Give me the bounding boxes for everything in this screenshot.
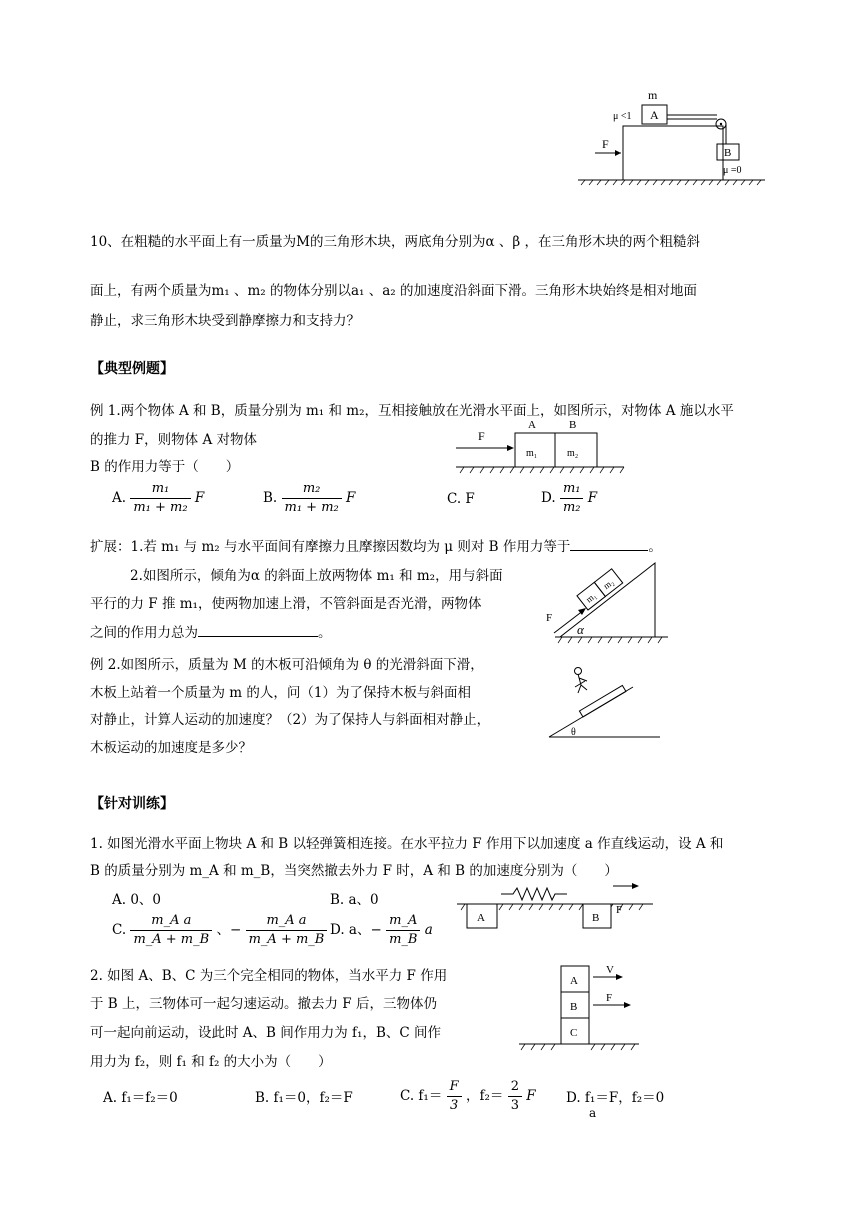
svg-text:A: A <box>570 975 578 987</box>
svg-text:μ =0: μ =0 <box>723 165 742 176</box>
svg-text:B: B <box>569 419 577 431</box>
svg-text:A: A <box>528 419 536 431</box>
p2-line1: 2. 如图 A、B、C 为三个完全相同的物体，当水平力 F 作用 <box>90 968 448 984</box>
p1-option-b: B. a、0 <box>330 892 379 908</box>
svg-text:F: F <box>546 612 553 624</box>
fig-spring-blocks <box>453 876 663 932</box>
svg-text:V: V <box>606 964 614 976</box>
ex2-line2: 木板上站着一个质量为 m 的人，问（1）为了保持木板与斜面相 <box>90 685 471 701</box>
svg-text:m₁: m₁ <box>526 448 538 459</box>
p2-line4: 用力为 f₂，则 f₁ 和 f₂ 的大小为（ ） <box>90 1054 332 1070</box>
svg-text:μ <1: μ <1 <box>613 111 632 122</box>
svg-text:A: A <box>650 108 659 122</box>
svg-text:B: B <box>592 912 600 924</box>
q10-line1: 10、在粗糙的水平面上有一质量为M的三角形木块，两底角分别为α 、β ，在三角形木块的两个粗糙斜 <box>90 234 701 250</box>
svg-text:B: B <box>724 147 732 159</box>
ext-line3: 平行的力 F 推 m₁，使两物加速上滑，不管斜面是否光滑，两物体 <box>90 596 482 612</box>
svg-text:F: F <box>478 429 485 443</box>
svg-text:A: A <box>477 912 485 924</box>
p2-line3: 可一起向前运动，设此时 A、B 间作用力为 f₁，B、C 间作 <box>90 1025 441 1041</box>
fig-pulley <box>575 85 775 190</box>
ex2-line4: 木板运动的加速度是多少？ <box>90 740 252 756</box>
ext-line2: 2.如图所示，倾角为α 的斜面上放两物体 m₁ 和 m₂，用与斜面 <box>130 568 503 584</box>
p1-option-a: A. 0、0 <box>112 892 162 908</box>
fig-incline-two-blocks <box>540 555 670 647</box>
svg-text:C: C <box>570 1027 578 1039</box>
p1-option-c: C. $\frac{\text{m\_A a}}{m\_A + m\_B}$ 、− $\frac{\text{m\_A a}}{m\_A + m\_B}$ <box>112 912 327 949</box>
ex1-option-a: A. $\frac{\text{m₁}}{\text{m₁ + m₂}}$ F <box>112 481 205 515</box>
section-targeted-training: 【针对训练】 <box>90 796 174 812</box>
fig-two-blocks <box>452 416 632 476</box>
p2-option-a: A. f₁＝f₂＝0 <box>103 1090 178 1106</box>
p2-option-d: D. f₁＝F，f₂＝0 <box>566 1090 665 1106</box>
svg-text:α: α <box>577 622 584 637</box>
fig-person-on-board <box>545 657 665 743</box>
ex1-line1: 例 1.两个物体 A 和 B，质量分别为 m₁ 和 m₂，互相接触放在光滑水平面上，如图所示，对物体 A 施以水平 <box>90 403 734 419</box>
ex1-option-c: C. F <box>447 491 475 507</box>
svg-text:θ: θ <box>571 727 576 738</box>
p2-option-b: B. f₁＝0，f₂＝F <box>255 1090 353 1106</box>
ext-line1: 扩展：1.若 m₁ 与 m₂ 与水平面间有摩擦力且摩擦因数均为 μ 则对 B 作用力等于 。 <box>90 536 662 557</box>
p1-line2: B 的质量分别为 m_A 和 m_B，当突然撤去外力 F 时，A 和 B 的加速度分别为（ ） <box>90 863 618 879</box>
ex1-option-d: D. $\frac{\text{m₁}}{\text{m₂}}$ F <box>541 481 598 515</box>
svg-text:F: F <box>602 137 609 151</box>
svg-text:m₁: m₁ <box>583 590 599 605</box>
p1-line1: 1. 如图光滑水平面上物块 A 和 B 以轻弹簧相连接。在水平拉力 F 作用下以加速度 a 作直线运动，设 A 和 <box>90 836 724 852</box>
p2-line2: 于 B 上，三物体可一起匀速运动。撤去力 F 后，三物体仍 <box>90 996 437 1012</box>
svg-text:F: F <box>606 992 613 1004</box>
section-typical-examples: 【典型例题】 <box>90 361 174 377</box>
ex2-line3: 对静止，计算人运动的加速度？（2）为了保持人与斜面相对静止， <box>90 712 491 728</box>
p2-stray-a: a <box>589 1106 597 1120</box>
p1-option-d: D. a、− $\frac{m\_A}{m\_B}$ a <box>330 913 433 947</box>
p2-option-c: C. f₁＝ $\frac{F}{3}$ ，f₂＝ $\frac{2}{3}$ F <box>400 1079 536 1113</box>
fig-stacked-abc <box>515 964 645 1064</box>
fig-m-label: m <box>648 88 658 102</box>
ex1-line3: B 的作用力等于（ ） <box>90 459 240 475</box>
ex1-line2: 的推力 F，则物体 A 对物体 <box>90 432 257 448</box>
q10-line3: 静止，求三角形木块受到静摩擦力和支持力？ <box>90 313 360 329</box>
ext-line4: 之间的作用力总为 。 <box>90 622 332 643</box>
svg-text:F: F <box>616 904 623 916</box>
ex1-option-b: B. $\frac{\text{m₂}}{\text{m₁ + m₂}}$ F <box>263 481 356 515</box>
svg-text:m₂: m₂ <box>601 576 616 592</box>
svg-text:B: B <box>570 1001 578 1013</box>
q10-line2: 面上，有两个质量为m₁ 、m₂ 的物体分别以a₁ 、a₂ 的加速度沿斜面下滑。三角形木块始终是相对地面 <box>90 283 698 299</box>
svg-text:m₂: m₂ <box>567 448 579 459</box>
ex2-line1: 例 2.如图所示，质量为 M 的木板可沿倾角为 θ 的光滑斜面下滑， <box>90 657 484 673</box>
